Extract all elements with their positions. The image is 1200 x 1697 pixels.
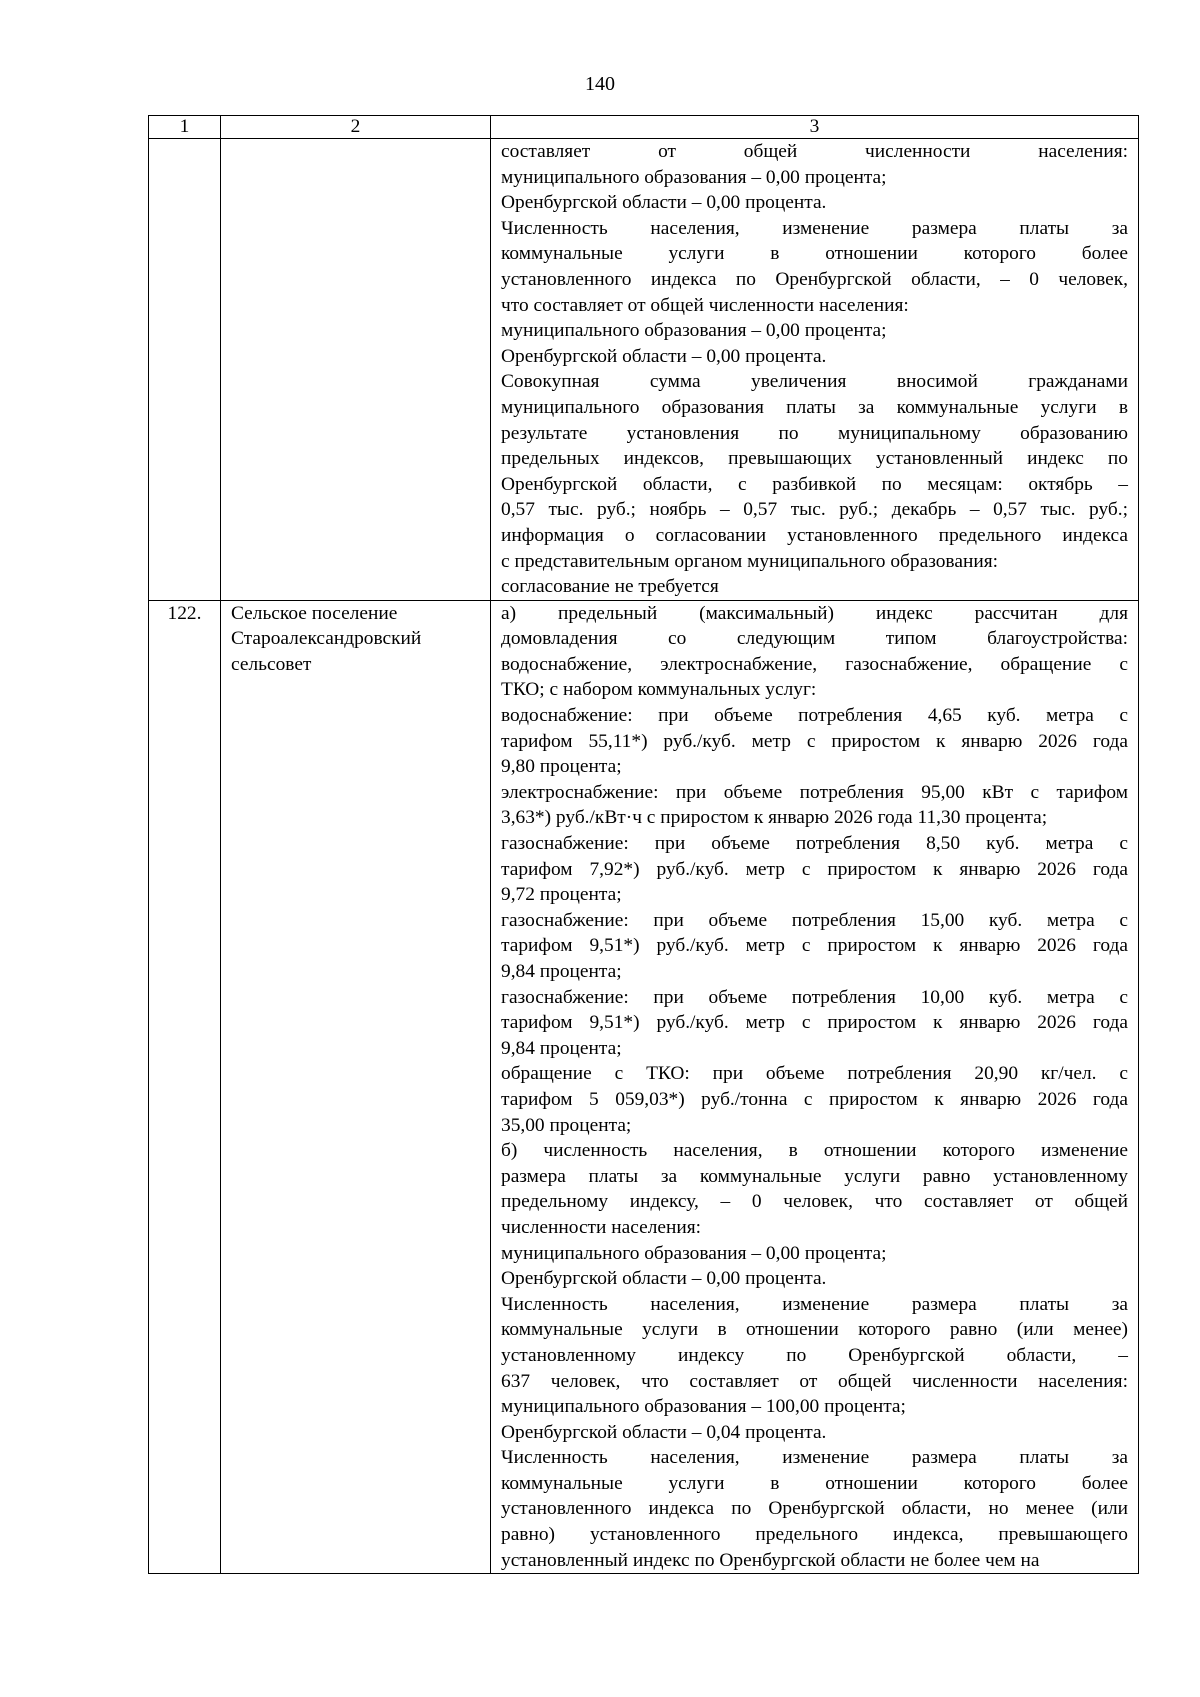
- text-line: водоснабжение: при объеме потребления 4,65 куб. метра с: [501, 705, 1128, 727]
- text-line: электроснабжение: при объеме потребления 95,00 кВт с тарифом: [501, 781, 1128, 803]
- text-line: 9,72 процента;: [501, 884, 622, 906]
- text-line: установленный индекс по Оренбургской области не более чем на: [501, 1549, 1040, 1571]
- settlement-name-line: сельсовет: [231, 653, 312, 675]
- table-row-122: [149, 600, 1139, 1574]
- text-line: коммунальные услуги в отношении которого более: [501, 243, 1128, 265]
- text-line: муниципального образования платы за коммунальные услуги в: [501, 396, 1128, 418]
- text-line: Оренбургской области – 0,00 процента.: [501, 192, 827, 214]
- settlement-name: [221, 600, 491, 1574]
- text-line: предельному индексу, – 0 человек, что составляет от общей: [501, 1191, 1128, 1213]
- text-line: тарифом 5 059,03*) руб./тонна с приростом к январю 2026 года: [501, 1088, 1128, 1110]
- text-line: газоснабжение: при объеме потребления 10,00 куб. метра с: [501, 986, 1128, 1008]
- text-line: установленного индекса по Оренбургской области, – 0 человек,: [501, 268, 1128, 290]
- text-line: домовладения со следующим типом благоустройства:: [501, 628, 1128, 650]
- settlement-name-line: Сельское поселение: [231, 602, 398, 624]
- text-line: равно) установленного предельного индекса, превышающего: [501, 1524, 1128, 1546]
- text-line: Оренбургской области – 0,00 процента.: [501, 1268, 827, 1290]
- text-line: с представительным органом муниципального образования:: [501, 550, 998, 572]
- text-line: ТКО; с набором коммунальных услуг:: [501, 679, 817, 701]
- cell-description: [491, 600, 1139, 1574]
- text-line: Оренбургской области – 0,04 процента.: [501, 1421, 827, 1443]
- text-line: численности населения:: [501, 1216, 702, 1238]
- text-line: установленному индексу по Оренбургской области, –: [501, 1344, 1128, 1366]
- text-line: Численность населения, изменение размера платы за: [501, 1293, 1128, 1315]
- column-header-2: 2: [221, 116, 491, 139]
- text-line: муниципального образования – 100,00 процента;: [501, 1396, 906, 1418]
- text-line: а) предельный (максимальный) индекс рассчитан для: [501, 602, 1128, 624]
- text-line: установленного индекса по Оренбургской области, но менее (или: [501, 1498, 1128, 1520]
- text-line: 9,84 процента;: [501, 961, 622, 982]
- text-line: коммунальные услуги в отношении которого более: [501, 1472, 1128, 1494]
- column-header-3: 3: [491, 116, 1139, 139]
- text-line: б) численность населения, в отношении которого изменение: [501, 1140, 1128, 1162]
- settlement-name-line: Староалександровский: [231, 628, 422, 650]
- document-table: [148, 115, 1139, 1574]
- text-line: предельных индексов, превышающих установленный индекс по: [501, 448, 1128, 470]
- text-line: Оренбургской области – 0,00 процента.: [501, 345, 827, 367]
- text-line: водоснабжение, электроснабжение, газоснабжение, обращение с: [501, 653, 1128, 675]
- text-line: составляет от общей численности населения:: [501, 141, 1128, 162]
- text-line: Оренбургской области, с разбивкой по месяцам: октябрь –: [501, 473, 1128, 495]
- text-line: газоснабжение: при объеме потребления 8,50 куб. метра с: [501, 833, 1128, 855]
- text-line: Численность населения, изменение размера платы за: [501, 217, 1128, 239]
- text-line: что составляет от общей численности населения:: [501, 294, 909, 316]
- text-line: муниципального образования – 0,00 процента;: [501, 1242, 887, 1264]
- text-line: результате установления по муниципальному образованию: [501, 422, 1128, 444]
- text-line: 0,57 тыс. руб.; ноябрь – 0,57 тыс. руб.; декабрь – 0,57 тыс. руб.;: [501, 499, 1128, 521]
- text-line: тарифом 9,51*) руб./куб. метр с приростом к январю 2026 года: [501, 935, 1128, 957]
- table-header-row: [149, 116, 1139, 139]
- text-line: 35,00 процента;: [501, 1114, 632, 1136]
- text-line: 9,80 процента;: [501, 756, 622, 778]
- page-number: 140: [585, 73, 615, 95]
- text-line: 9,84 процента;: [501, 1037, 622, 1059]
- text-line: газоснабжение: при объеме потребления 15,00 куб. метра с: [501, 909, 1128, 931]
- text-line: обращение с ТКО: при объеме потребления 20,90 кг/чел. с: [501, 1063, 1128, 1085]
- column-header-1: 1: [149, 116, 221, 139]
- text-line: информация о согласовании установленного предельного индекса: [501, 524, 1128, 546]
- cell-number: [149, 139, 221, 601]
- row-number: 122.: [149, 600, 221, 1574]
- text-line: муниципального образования – 0,00 процента;: [501, 320, 887, 342]
- table-row-continuation: [149, 139, 1139, 601]
- text-line: 637 человек, что составляет от общей численности населения:: [501, 1370, 1128, 1392]
- text-line: муниципального образования – 0,00 процента;: [501, 166, 887, 188]
- cell-description: [491, 139, 1139, 601]
- text-line: тарифом 55,11*) руб./куб. метр с приростом к январю 2026 года: [501, 730, 1128, 752]
- text-line: размера платы за коммунальные услуги равно установленному: [501, 1165, 1128, 1187]
- text-line: коммунальные услуги в отношении которого равно (или менее): [501, 1319, 1128, 1341]
- text-line: Численность населения, изменение размера платы за: [501, 1447, 1128, 1469]
- text-line: 3,63*) руб./кВт·ч с приростом к январю 2026 года 11,30 процента;: [501, 807, 1048, 829]
- cell-name: [221, 139, 491, 601]
- text-line: тарифом 7,92*) руб./куб. метр с приростом к январю 2026 года: [501, 858, 1128, 880]
- text-line: согласование не требуется: [501, 576, 719, 598]
- text-line: Совокупная сумма увеличения вносимой гражданами: [501, 371, 1128, 393]
- text-line: тарифом 9,51*) руб./куб. метр с приростом к январю 2026 года: [501, 1012, 1128, 1034]
